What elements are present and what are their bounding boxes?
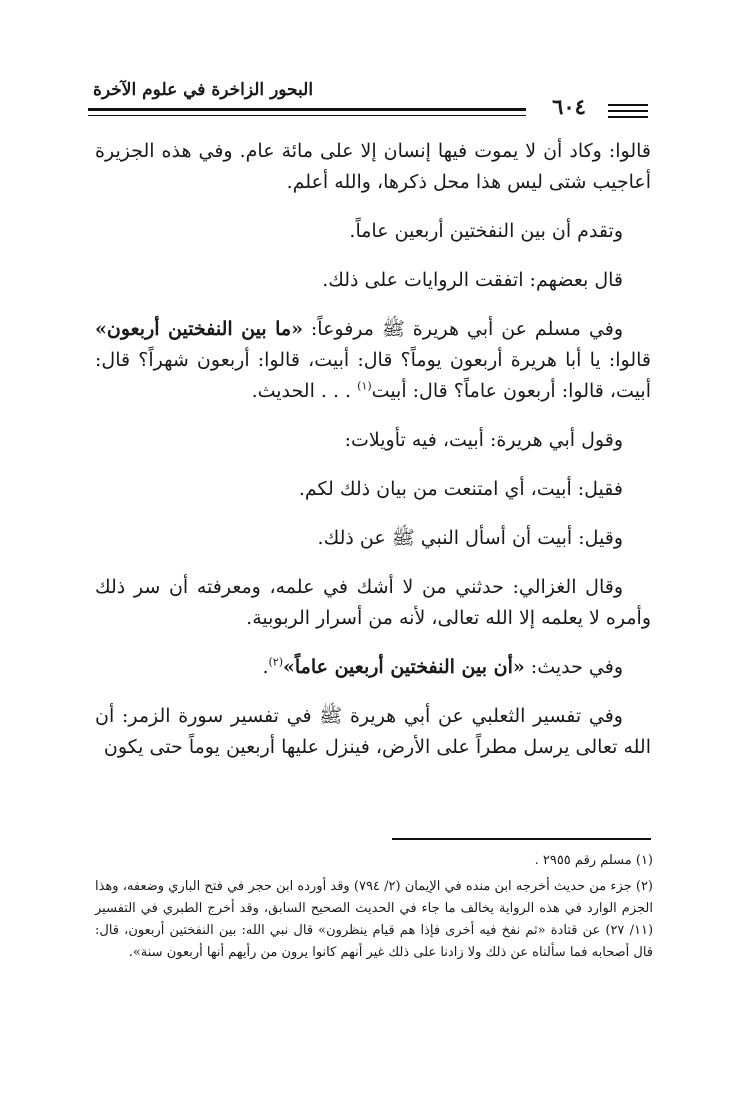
footnote-1: (١) مسلم رقم ٢٩٥٥ . <box>534 853 653 868</box>
paragraph: قال بعضهم: اتفقت الروايات على ذلك. <box>322 269 623 291</box>
header-rule-thick <box>88 108 526 111</box>
body-text <box>95 136 651 781</box>
text-run: . <box>262 656 269 678</box>
page-number-rule <box>608 110 648 112</box>
paragraph: وفي تفسير الثعلبي عن أبي هريرة ﷺ في تفسير سورة الزمر: أن الله تعالى يرسل مطراً على الأرض، فينزل عليها أربعين يوماً حتى يكون <box>95 705 651 758</box>
hadith-quote: «ما بين النفختين أربعون» <box>95 318 303 340</box>
paragraph: وقال الغزالي: حدثني من لا أشك في علمه، ومعرفته أن سر ذلك وأمره لا يعلمه إلا الله تعالى، لأنه من أسرار الربوبية. <box>95 576 651 629</box>
footnote-separator <box>392 838 651 840</box>
footnote-ref[interactable]: (٢) <box>268 655 284 669</box>
paragraph: وقيل: أبيت أن أسأل النبي ﷺ عن ذلك. <box>317 527 623 549</box>
running-header-title: البحور الزاخرة في علوم الآخرة <box>93 80 314 100</box>
hadith-quote: «أن بين النفختين أربعين عاماً» <box>283 656 525 678</box>
paragraph <box>95 314 651 407</box>
page-number-rule <box>608 116 648 118</box>
footnote-2: (٢) جزء من حديث أخرجه ابن منده في الإيمان (٢/ ٧٩٤) وقد أورده ابن حجر في فتح الباري وضعفه، وهذا الجزم الوارد في هذه الرواية يخالف ما جاء في الحديث الصحيح السابق، وقد أخرج الطبري في التفسير (١١/ ٢٧) عن قتادة «ثم نفخ فيه أخرى فإذا هم قيام ينظرون» قال نبي الله: بين النفختين أربعون، قال: قال أصحابه فما سألناه عن ذلك ولا زادنا على ذلك غير أنهم كانوا يرون من رأيهم أنها أربعون سنة». <box>95 879 654 960</box>
paragraph: قالوا: وكاد أن لا يموت فيها إنسان إلا على مائة عام. وفي هذه الجزيرة أعاجيب شتى ليس هذا محل ذكرها، والله أعلم. <box>95 140 651 193</box>
text-run: قالوا: يا أبا هريرة أربعون يوماً؟ قال: أبيت، قالوا: أربعون شهراً؟ قال: أبيت، قالوا: أربعون عاماً؟ قال: أبيت <box>95 349 651 402</box>
page-number-rule <box>608 104 648 106</box>
header-rule-thin <box>88 115 526 116</box>
paragraph <box>95 652 651 683</box>
text-run: وفي حديث: <box>524 656 623 678</box>
paragraph: وقول أبي هريرة: أبيت، فيه تأويلات: <box>344 429 623 451</box>
paragraph: فقيل: أبيت، أي امتنعت من بيان ذلك لكم. <box>298 478 623 500</box>
footnotes <box>95 850 653 968</box>
footnote-ref[interactable]: (١) <box>357 379 372 393</box>
page-number: ٦٠٤ <box>552 94 586 119</box>
paragraph: وتقدم أن بين النفختين أربعين عاماً. <box>349 220 623 242</box>
text-run: . . . الحديث. <box>251 380 358 402</box>
text-run: وفي مسلم عن أبي هريرة ﷺ مرفوعاً: <box>302 318 623 340</box>
